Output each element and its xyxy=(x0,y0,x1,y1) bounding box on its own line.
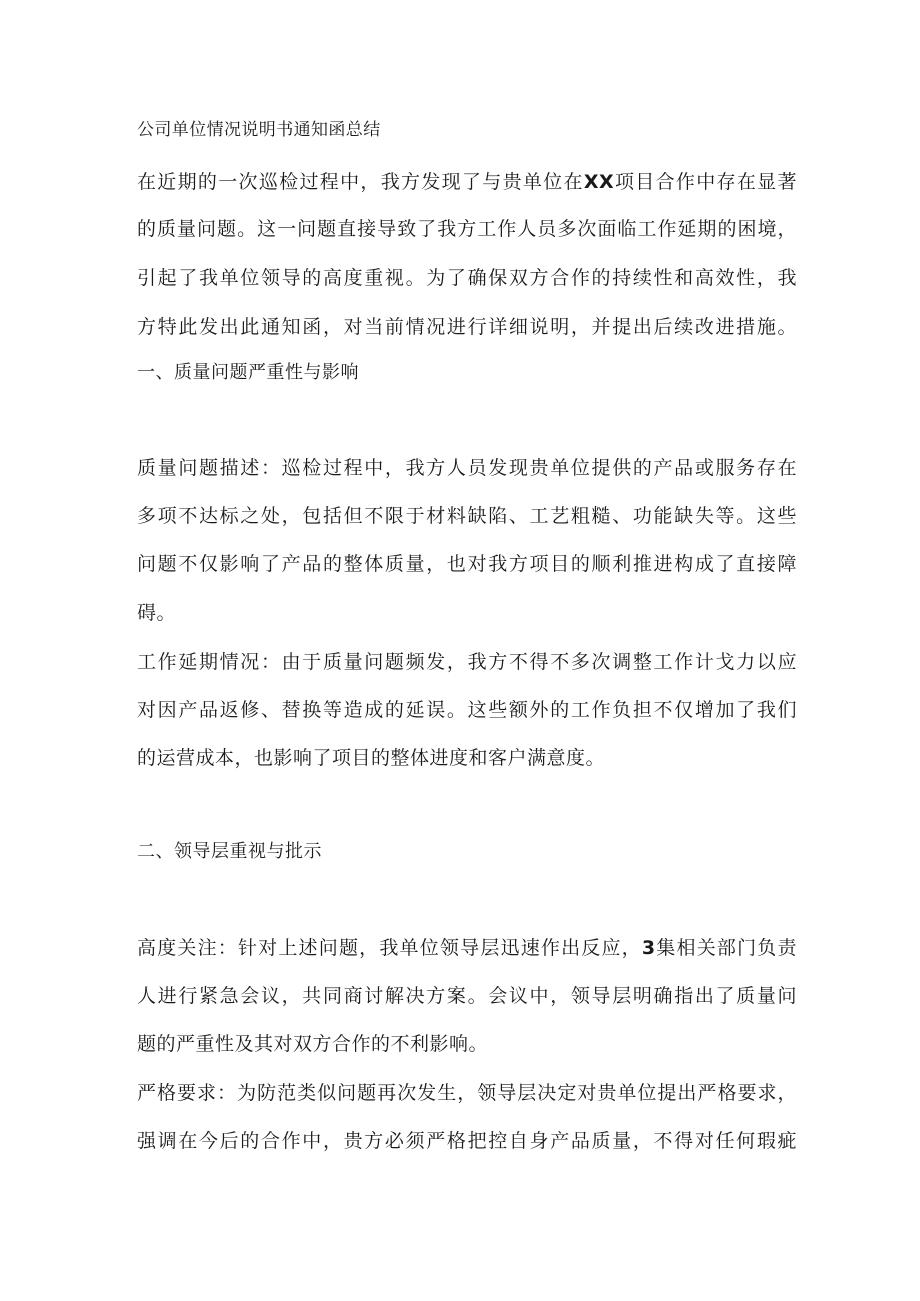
section-1-para-2-line-3: 的运营成本，也影响了项目的整体进度和客户满意度。 xyxy=(137,747,606,769)
section-2-para-2-line-1: 严格要求：为防范类似问题再次发生，领导层决定对贵单位提出严格要求， xyxy=(137,1082,797,1104)
document-title: 公司单位情况说明书通知函总结 xyxy=(137,120,381,140)
section-2-para-1-line-2: 人进行紧急会议，共同商讨解决方案。会议中，领导层明确指出了质量问 xyxy=(137,985,797,1007)
intro-line-2: 的质量问题。这一问题直接导致了我方工作人员多次面临工作延期的困境， xyxy=(137,218,797,240)
section-2-para-1-line-1: 高度关注：针对上述问题，我单位领导层迅速作出反应，3集相关部门负责 xyxy=(137,937,797,959)
intro-line-4: 方特此发出此通知函，对当前情况进行详细说明，并提出后续改进措施。 xyxy=(137,316,797,338)
section-1-heading: 一、质量问题严重性与影响 xyxy=(137,362,359,383)
section-1-para-1-line-4: 碍。 xyxy=(137,602,177,624)
section-2-heading: 二、领导层重视与批示 xyxy=(137,841,322,862)
section-1-para-1-line-3: 问题不仅影响了产品的整体质量，也对我方项目的顺利推进构成了直接障 xyxy=(137,553,797,575)
section-2-para-2-line-2: 强调在今后的合作中，贵方必须严格把控自身产品质量，不得对任何瑕疵 xyxy=(137,1130,797,1152)
section-2-para-1-line-3: 题的严重性及其对双方合作的不利影响。 xyxy=(137,1033,489,1055)
section-1-para-1-line-2: 多项不达标之处，包括但不限于材料缺陷、工艺粗糙、功能缺失等。这些 xyxy=(137,505,797,527)
section-1-para-2-line-1: 工作延期情况：由于质量问题频发，我方不得不多次调整工作计戈力以应 xyxy=(137,651,797,673)
intro-line-3: 引起了我单位领导的高度重视。为了确保双方合作的持续性和高效性，我 xyxy=(137,267,797,289)
section-1-para-2-line-2: 对因产品返修、替换等造成的延误。这些额外的工作负担不仅增加了我们 xyxy=(137,699,797,721)
section-1-para-1-line-1: 质量问题描述：巡检过程中，我方人员发现贵单位提供的产品或服务存在 xyxy=(137,457,797,479)
intro-line-1: 在近期的一次巡检过程中，我方发现了与贵单位在XX项目合作中存在显著 xyxy=(137,171,797,193)
